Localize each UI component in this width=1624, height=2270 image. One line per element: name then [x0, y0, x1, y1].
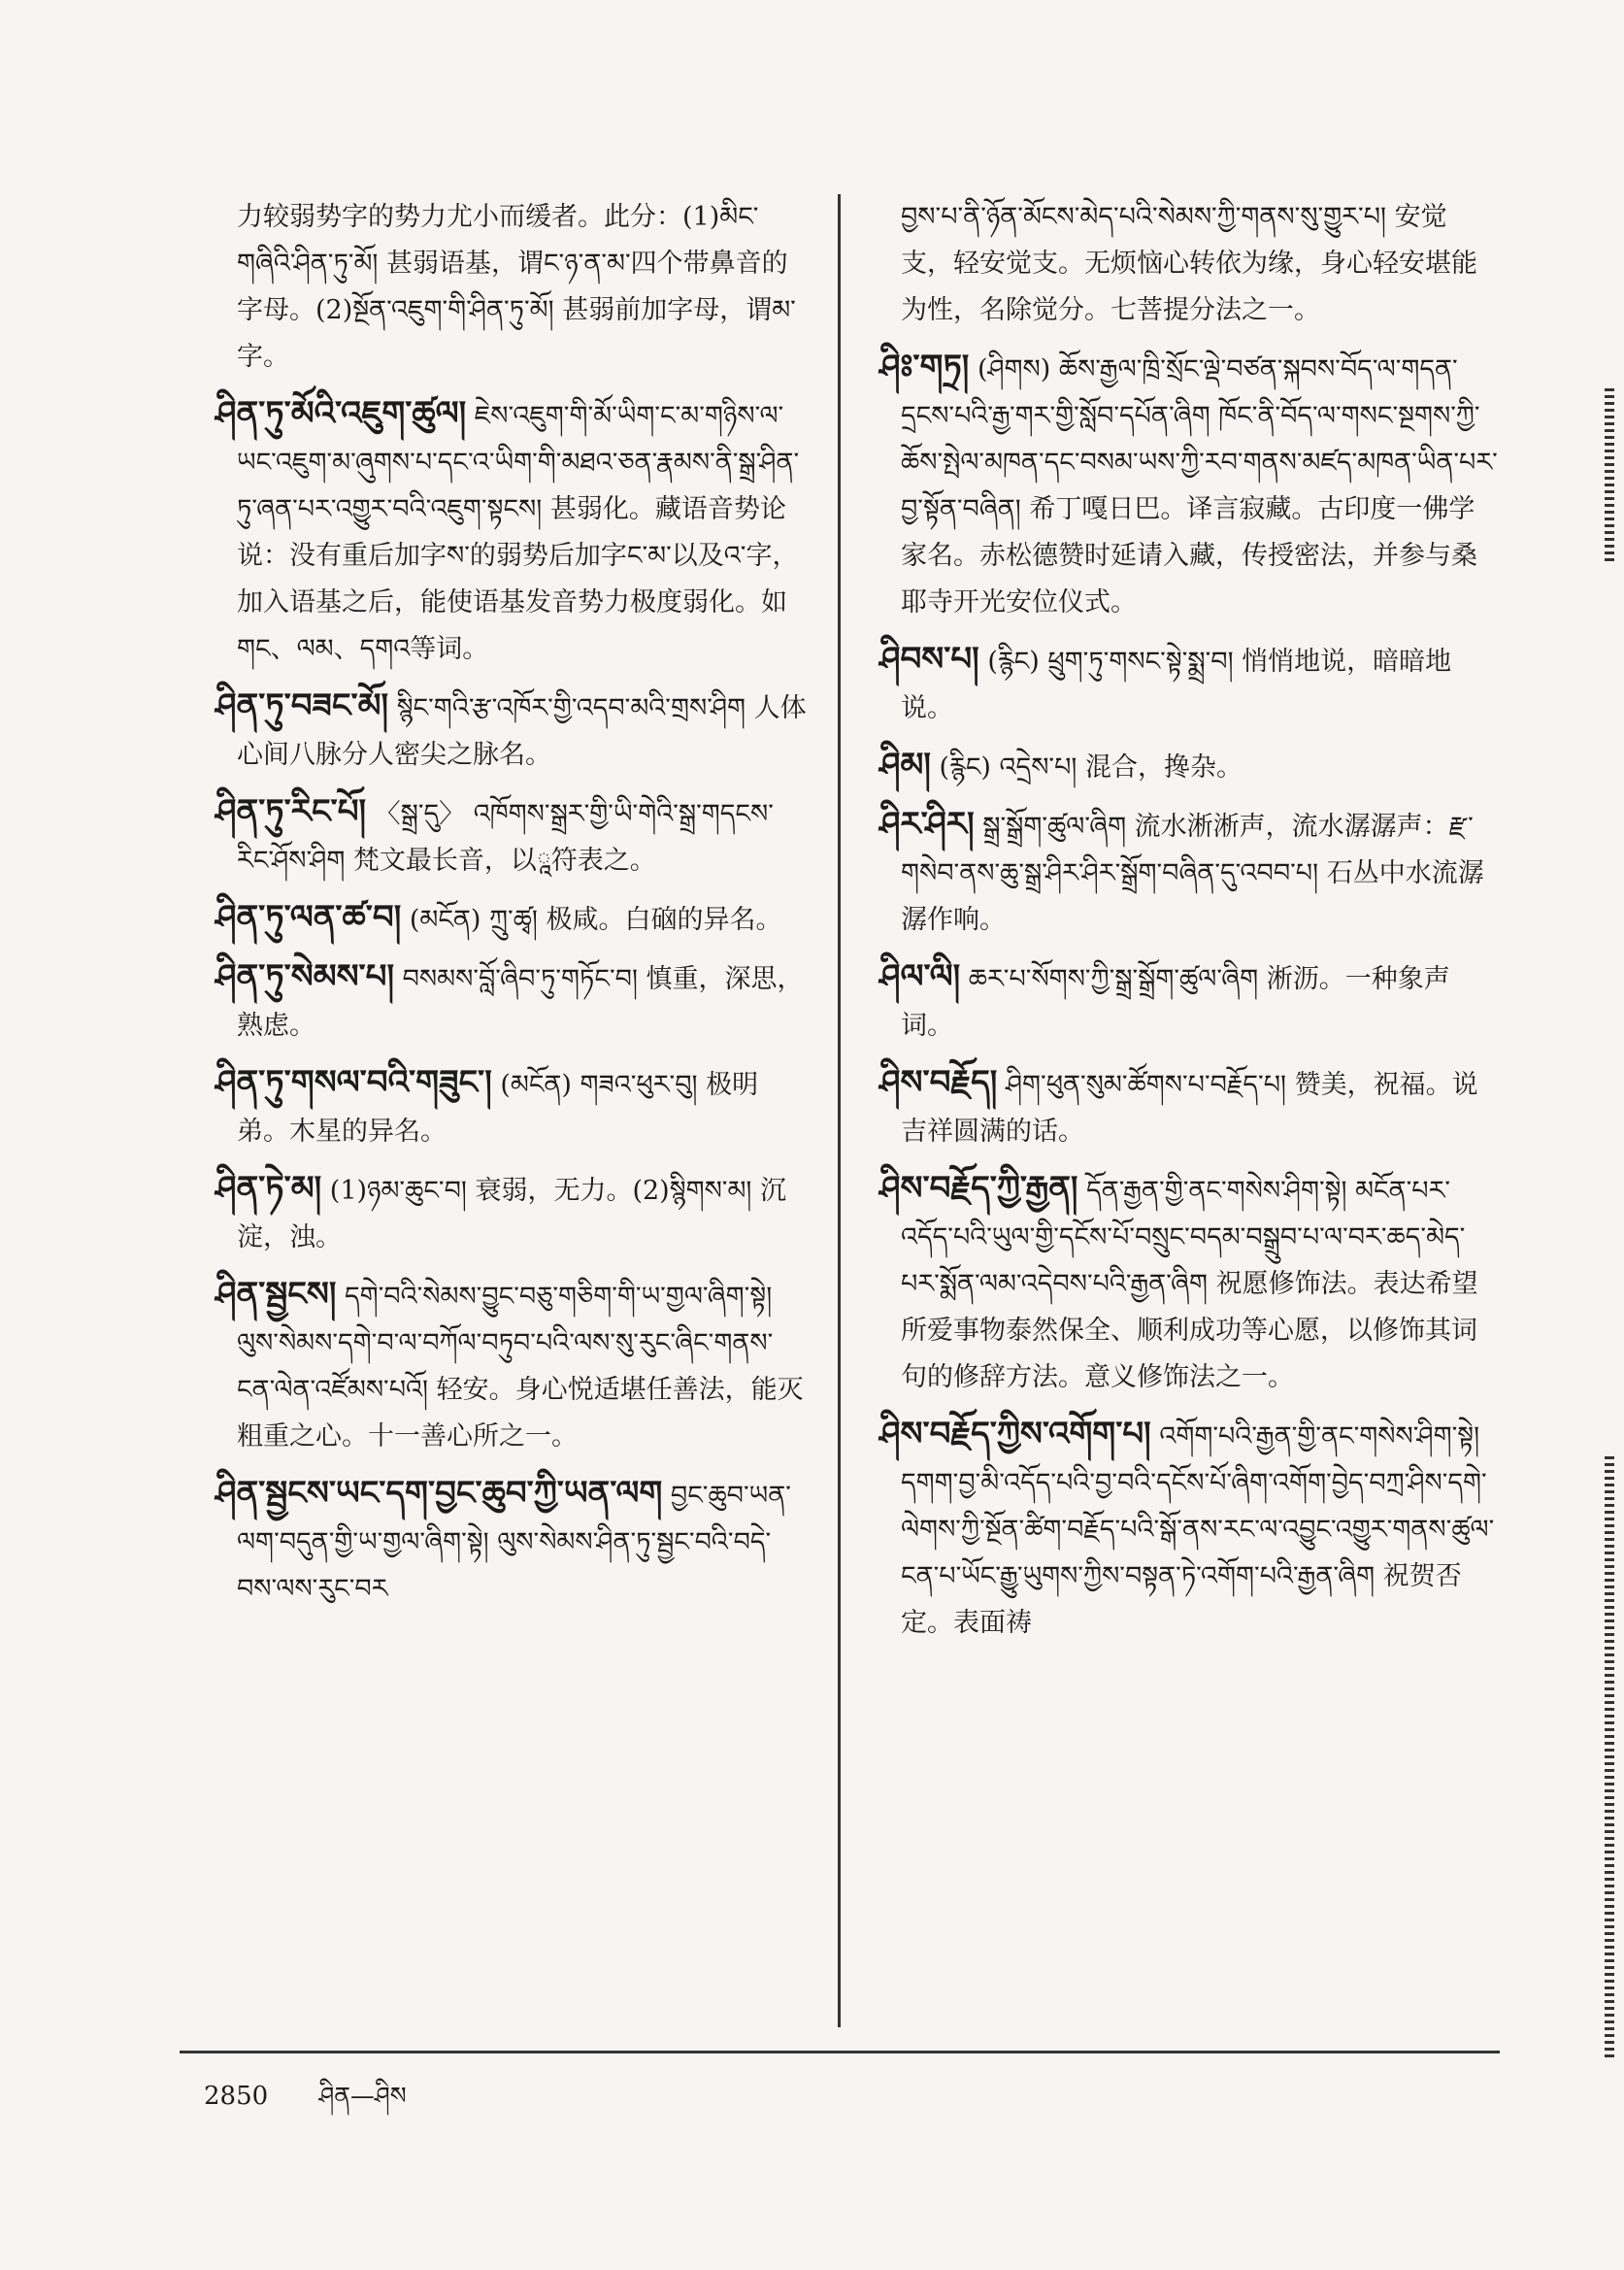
dictionary-entry: [879, 801, 1499, 944]
dictionary-entry: [215, 1470, 810, 1613]
entry-definition: དོན་རྒྱན་གྱི་ནང་གསེས་ཤིག་སྟེ། མངོན་པར་འདོད་པའི་ཡུལ་གྱི་དངོས་པོ་བསྲུང་བདམ་བསྒྲུབ་པ་ལ་བར་ཆད་མེད་པར་སྨོན་ལམ་འདེབས་པའི་རྒྱན་ཞིག 祝愿修饰法。表达希望所爱事物泰然保全、顺利成功等心愿，以修饰其词句的修辞方法。意义修饰法之一。: [901, 1176, 1478, 1392]
entry-headword: ཤིལ་ལི།: [879, 957, 961, 996]
entry-headword: ཤིར་ཤིར།: [879, 805, 975, 844]
dictionary-entry: [215, 953, 810, 1050]
dictionary-entry: [879, 1165, 1499, 1401]
page-range: ཤིན—ཤིས: [318, 2082, 407, 2110]
entry-headword: ཤིན་ཏུ་མོའི་འཇུག་ཚུལ།: [215, 394, 467, 433]
dictionary-entry: [901, 194, 1499, 334]
dictionary-entry: [879, 953, 1499, 1050]
entry-headword: ཤིཿ་གཏྲ།: [879, 348, 970, 386]
entry-definition: བསམས་བློ་ཞིབ་ཏུ་གཏོང་བ། 慎重，深思，熟虑。: [237, 964, 804, 1041]
entry-definition: ཤིག་ཕུན་སུམ་ཚོགས་པ་བརྗོད་པ། 赞美，祝福。说吉祥圆满的话。: [901, 1070, 1478, 1147]
scan-edge-mark: [1605, 388, 1614, 563]
entry-headword: ཤིན་སྦྱངས།: [215, 1275, 337, 1314]
entry-definition: (རྙིང) འདྲེས་པ། 混合，搀杂。: [939, 752, 1243, 783]
dictionary-entry: [237, 194, 810, 381]
page-number: 2850: [204, 2082, 269, 2111]
dictionary-entry: [215, 390, 810, 673]
entry-headword: ཤིན་ཏེ་མ།: [215, 1169, 322, 1208]
dictionary-entry: [215, 683, 810, 779]
left-column: [215, 194, 810, 1622]
footer-rule: [180, 2051, 1500, 2053]
dictionary-entry: [879, 636, 1499, 732]
dictionary-entry: [879, 1059, 1499, 1155]
entry-headword: ཤིམ།: [879, 746, 931, 784]
entry-definition: ཆར་པ་སོགས་ཀྱི་སྒྲ་སྒྲོག་ཚུལ་ཞིག 淅沥。一种象声词。: [901, 964, 1450, 1041]
entry-definition: (མངོན) ཀྲུ་ཚྭ། 极咸。白硇的异名。: [409, 905, 782, 935]
entry-definition: དགེ་བའི་སེམས་བྱུང་བཅུ་གཅིག་གི་ཡ་གྱལ་ཞིག་སྟེ། ལུས་སེམས་དགེ་བ་ལ་བཀོལ་བཏུབ་པའི་ལས་སུ་རུང་ཞིང་གནས་ངན་ལེན་འཛོམས་པའོ། 轻安。身心悦适堪任善法，能灭粗重之心。十一善心所之一。: [237, 1282, 804, 1452]
column-divider: [838, 194, 841, 2027]
entry-definition: ཇེས་འཇུག་གི་མོ་ཡིག་ང་མ་གཉིས་ལ་ཡང་འཇུག་མ་ཞུགས་པ་དང་འ་ཡིག་གི་མཐའ་ཅན་རྣམས་ནི་སྒྲ་ཤིན་ཏུ་ཞན་པར་འགྱུར་བའི་འཇུག་སྟངས། 甚弱化。藏语音势论说：没有重后加字ས་的弱势后加字ང་མ་以及འ་字，加入语基之后，能使语基发音势力极度弱化。如གང、ལམ、དགའ等词。: [237, 401, 800, 664]
entry-definition: (མངོན) གཟའ་ཕུར་བུ། 极明弟。木星的异名。: [237, 1070, 759, 1147]
entry-definition: (ཤིགས) ཆོས་རྒྱལ་ཁྲི་སྲོང་ལྡེ་བཙན་སྐབས་བོད་ལ་གདན་དྲངས་པའི་རྒྱ་གར་གྱི་སློབ་དཔོན་ཞིག ཁོང་ནི་བོད་ལ་གསང་སྔགས་ཀྱི་ཆོས་སྤེལ་མཁན་དང་བསམ་ཡས་ཀྱི་རབ་གནས་མཛད་མཁན་ཡིན་པར་བྱ་སྟོན་བཞིན། 希丁嘎日巴。译言寂藏。古印度一佛学家名。赤松德赞时延请入藏，传授密法，并参与桑耶寺开光安位仪式。: [901, 354, 1498, 618]
dictionary-entry: [215, 788, 810, 885]
page-footer: [204, 2068, 407, 2137]
dictionary-entry: [879, 1411, 1499, 1647]
entry-definition: བྱང་ཆུབ་ཡན་ལག་བདུན་གྱི་ཡ་གྱལ་ཞིག་སྟེ། ལུས་སེམས་ཤིན་ཏུ་སྦྱང་བའི་བདེ་བས་ལས་རུང་བར: [237, 1481, 791, 1604]
dictionary-entry: [879, 344, 1499, 626]
dictionary-entry: [879, 742, 1499, 791]
entry-headword: ཤིས་བརྗོད།: [879, 1063, 998, 1102]
dictionary-entry: [215, 1165, 810, 1261]
entry-headword: ཤིས་བརྗོད་ཀྱིས་འགོག་པ།: [879, 1415, 1151, 1453]
scan-edge-mark: [1605, 1456, 1614, 2058]
dictionary-entry: [215, 1059, 810, 1155]
entry-definition: 〈སྒྲ་དུ〉 འཁོགས་སྒྲར་གྱི་ཡི་གེའི་སྒྲ་གདངས་རིང་ཤོས་ཤིག 梵文最长音，以ཱ符表之。: [237, 799, 774, 876]
dictionary-entry: [215, 894, 810, 944]
entry-headword: ཤིབས་པ།: [879, 640, 979, 679]
entry-headword: ཤིན་ཏུ་ལན་ཚ་བ།: [215, 898, 402, 937]
entry-headword: ཤིན་ཏུ་རིང་པོ།: [215, 792, 367, 831]
entry-definition: འགོག་པའི་རྒྱན་གྱི་ནང་གསེས་ཤིག་སྟེ། དགག་བྱ་མི་འདོད་པའི་བྱ་བའི་དངོས་པོ་ཞིག་འགོག་བྱེད་བཀྲ་ཤིས་དགེ་ལེགས་ཀྱི་སྔོན་ཚིག་བརྗོད་པའི་སྒོ་ནས་རང་ལ་འབྱུང་འགྱུར་གནས་ཚུལ་ངན་པ་ཡོང་རྒྱུ་ཡུགས་ཀྱིས་བསྟན་ཏེ་འགོག་པའི་རྒྱན་ཞིག 祝贺否定。表面祷: [901, 1421, 1495, 1638]
entry-headword: ཤིན་ཏུ་བཟང་མོ།: [215, 686, 389, 725]
entry-definition: (རྙིང) ཕྲུག་ཏུ་གསང་སྟེ་སྨྲ་བ། 悄悄地说，暗暗地说。: [901, 647, 1452, 723]
entry-definition: བྱས་པ་ནི་ཉོན་མོངས་མེད་པའི་སེམས་ཀྱི་གནས་སུ་གྱུར་པ། 安觉支，轻安觉支。无烦恼心转依为缘，身心轻安堪能为性，名除觉分。七菩提分法之一。: [901, 202, 1477, 325]
entry-headword: ཤིན་ཏུ་སེམས་པ།: [215, 957, 395, 996]
entry-definition: (1)ཉམ་ཆུང་བ། 衰弱，无力。(2)སྙིགས་མ། 沉淀，浊。: [237, 1176, 787, 1252]
entry-headword: ཤིན་ཏུ་གསལ་བའི་གཟུང་།: [215, 1063, 492, 1102]
entry-definition: 力较弱势字的势力尤小而缓者。此分：(1)མིང་གཞིའི་ཤིན་ཏུ་མོ། 甚弱语基，谓ང་ཉ་ན་མ་四个带鼻音的字母。(2)སྔོན་འཇུག་གི་ཤིན་ཏུ་མོ། 甚弱前加字母，谓མ་字。: [237, 202, 796, 372]
entry-definition: སྒྲ་སྒྲོག་ཚུལ་ཞིག 流水淅淅声，流水潺潺声：རྫ་གསེབ་ནས་ཆུ་སྒྲ་ཤིར་ཤིར་སྒྲོག་བཞིན་དུ་འབབ་པ། 石丛中水流潺潺作响。: [901, 812, 1484, 935]
entry-headword: ཤིན་སྦྱངས་ཡང་དག་བྱང་ཆུབ་ཀྱི་ཡན་ལག: [215, 1474, 663, 1513]
dictionary-entry: [215, 1271, 810, 1460]
right-column: [879, 194, 1499, 1656]
entry-definition: སྙིང་གའི་རྩ་འཁོར་གྱི་འདབ་མའི་གྲས་ཤིག 人体心间八脉分人密尖之脉名。: [237, 693, 807, 770]
entry-headword: ཤིས་བརྗོད་ཀྱི་རྒྱན།: [879, 1169, 1078, 1208]
